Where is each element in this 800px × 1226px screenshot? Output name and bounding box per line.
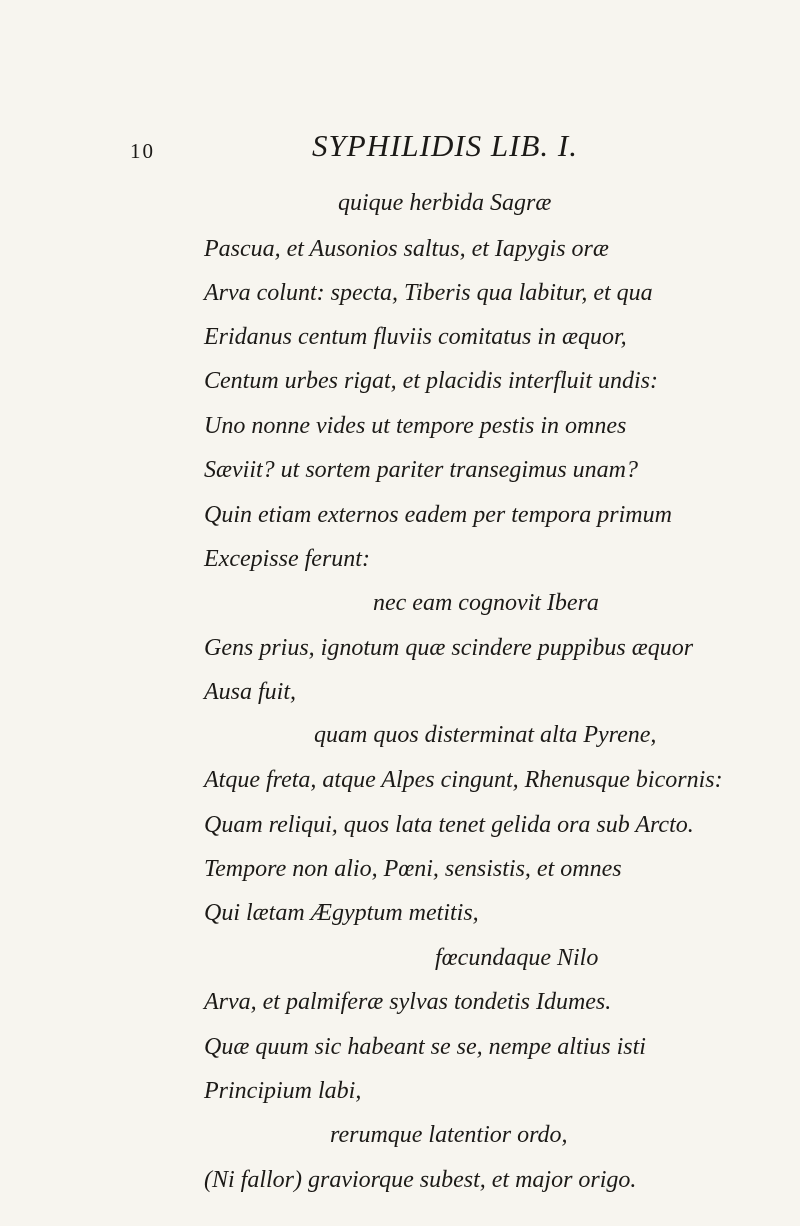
- verse-line: Arva colunt: specta, Tiberis qua labitur, et qua: [204, 280, 653, 306]
- verse-line: Quam reliqui, quos lata tenet gelida ora sub Arcto.: [204, 812, 694, 838]
- verse-line: Ausa fuit,: [204, 679, 297, 705]
- verse-line: fœcundaque Nilo: [435, 945, 599, 971]
- verse-line: (Ni fallor) graviorque subest, et major origo.: [204, 1167, 637, 1193]
- verse-line: Pascua, et Ausonios saltus, et Iapygis oræ: [204, 236, 609, 262]
- verse-line: Gens prius, ignotum quæ scindere puppibus æquor: [204, 635, 694, 661]
- verse-line: nec eam cognovit Ibera: [373, 590, 599, 616]
- running-head: SYPHILIDIS LIB. I.: [312, 128, 578, 163]
- verse-line: Centum urbes rigat, et placidis interfluit undis:: [204, 368, 658, 394]
- verse-line: Quin etiam externos eadem per tempora primum: [204, 502, 672, 528]
- verse-line: quique herbida Sagræ: [338, 190, 552, 216]
- verse-line: Qui lætam Ægyptum metitis,: [204, 900, 479, 926]
- verse-line: Principium labi,: [204, 1078, 362, 1104]
- verse-line: quam quos disterminat alta Pyrene,: [314, 722, 657, 748]
- verse-line: Tempore non alio, Pœni, sensistis, et omnes: [204, 856, 622, 882]
- verse-line: Arva, et palmiferæ sylvas tondetis Idumes.: [204, 989, 612, 1015]
- verse-line: Uno nonne vides ut tempore pestis in omnes: [204, 413, 627, 439]
- verse-line: Atque freta, atque Alpes cingunt, Rhenusque bicornis:: [204, 767, 723, 793]
- verse-line: Excepisse ferunt:: [204, 546, 370, 572]
- verse-line: Eridanus centum fluviis comitatus in æquor,: [204, 324, 627, 350]
- page-number: 10: [130, 139, 155, 163]
- verse-line: Quæ quum sic habeant se se, nempe altius isti: [204, 1034, 646, 1060]
- verse-line: rerumque latentior ordo,: [330, 1122, 568, 1148]
- verse-line: Sæviit? ut sortem pariter transegimus unam?: [204, 457, 639, 483]
